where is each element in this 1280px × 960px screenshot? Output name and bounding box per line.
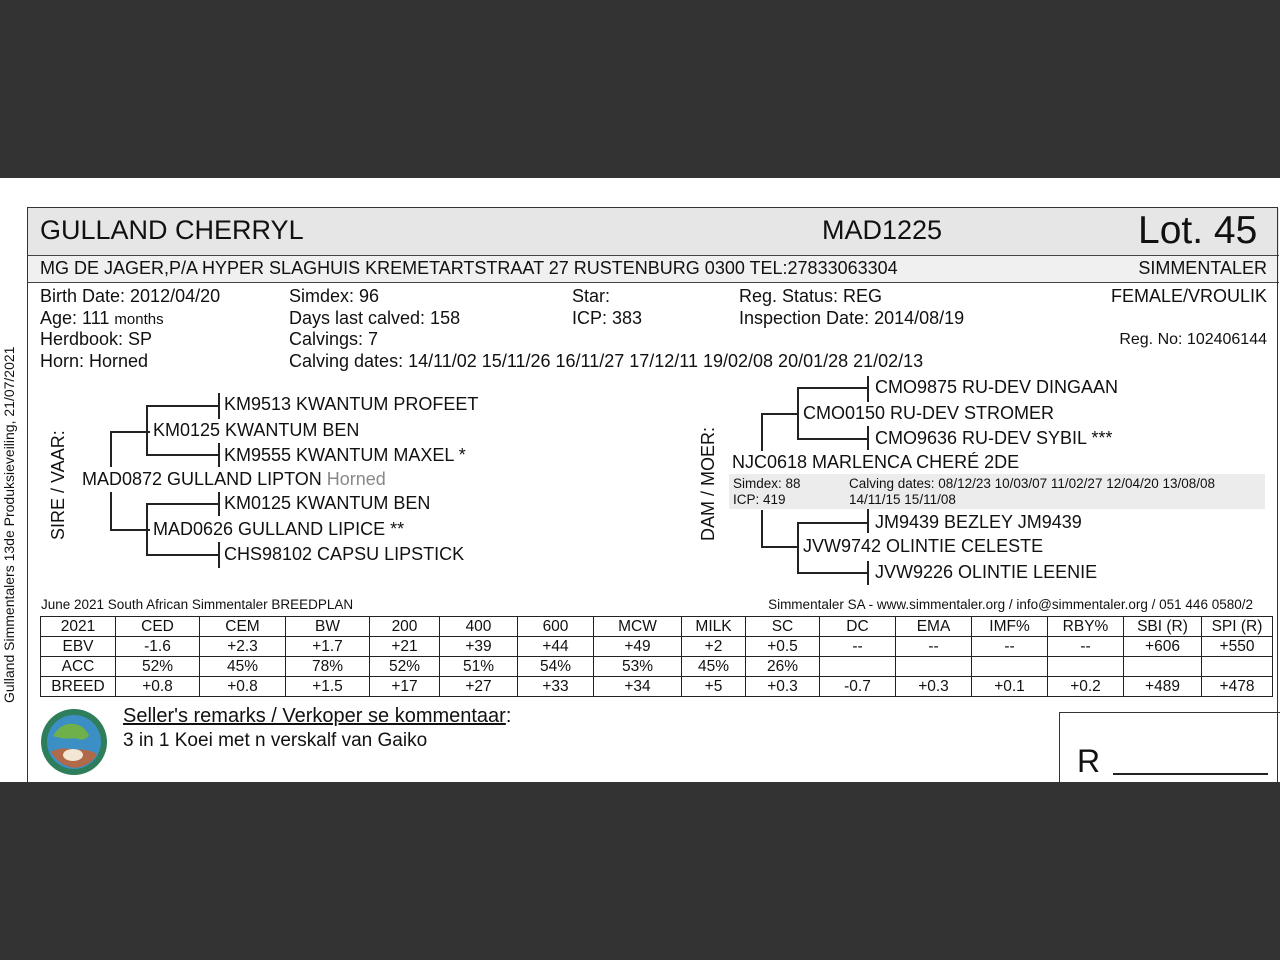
- tree-line: [110, 431, 150, 433]
- calving-dates: Calving dates: 14/11/02 15/11/26 16/11/27 17/12/11 19/02/08 20/01/28 21/02/13: [289, 351, 924, 371]
- sire-sire-sire: KM9513 KWANTUM PROFEET: [224, 394, 479, 414]
- dam-sire-sire: CMO9875 RU-DEV DINGAAN: [875, 377, 1119, 397]
- ebv-cell: 51%: [440, 657, 518, 677]
- dam-icp: ICP: 419: [733, 492, 786, 507]
- ebv-cell: 53%: [594, 657, 682, 677]
- ebv-cell: +478: [1202, 677, 1273, 697]
- reg-status: Reg. Status: REG: [739, 286, 883, 306]
- tree-line: [146, 503, 148, 555]
- price-line[interactable]: [1113, 773, 1268, 775]
- tree-line: [110, 431, 112, 467]
- ebv-cell: --: [820, 637, 896, 657]
- ebv-cell: CED: [116, 617, 200, 637]
- sire-horn: Horned: [326, 469, 386, 489]
- dam-sire: CMO0150 RU-DEV STROMER: [803, 403, 1055, 423]
- tree-line: [218, 542, 220, 568]
- breedplan-contact: Simmentaler SA - www.simmentaler.org / info@simmentaler.org / 051 446 0580/2: [768, 597, 1253, 612]
- calvings: Calvings: 7: [289, 329, 379, 349]
- tree-line: [797, 522, 799, 573]
- ebv-cell: -1.6: [116, 637, 200, 657]
- ebv-cell: +21: [370, 637, 440, 657]
- ebv-cell: +0.1: [972, 677, 1048, 697]
- tree-line: [867, 426, 869, 450]
- catalogue-card: [0, 178, 1280, 782]
- ebv-cell: 400: [440, 617, 518, 637]
- remarks-heading: [123, 705, 511, 728]
- tree-line: [761, 546, 799, 548]
- ebv-cell: -0.7: [820, 677, 896, 697]
- ebv-cell: [1202, 657, 1273, 677]
- ebv-cell: EBV: [41, 637, 116, 657]
- ebv-cell: +0.3: [896, 677, 972, 697]
- animal-code: MAD1225: [822, 215, 943, 245]
- dam-name: NJC0618 MARLENCA CHERÉ 2DE: [732, 452, 1020, 472]
- dam-calving-dates: Calving dates: 08/12/23 10/03/07 11/02/27 12/04/20 13/08/08: [849, 476, 1216, 491]
- ebv-cell: +0.8: [200, 677, 286, 697]
- tree-line: [146, 503, 218, 505]
- birth-date: Birth Date: 2012/04/20: [40, 286, 221, 306]
- ebv-cell: [896, 657, 972, 677]
- ebv-cell: +33: [518, 677, 594, 697]
- ebv-row: [41, 657, 1273, 677]
- tree-line: [761, 413, 799, 415]
- price-box: [1059, 712, 1280, 783]
- ebv-cell: +34: [594, 677, 682, 697]
- tree-line: [110, 492, 112, 530]
- ebv-cell: --: [896, 637, 972, 657]
- ebv-cell: BW: [286, 617, 370, 637]
- age: [40, 308, 164, 329]
- sire-sire: KM0125 KWANTUM BEN: [153, 420, 360, 440]
- ebv-cell: RBY%: [1048, 617, 1124, 637]
- sire-label: SIRE / VAAR:: [48, 430, 68, 540]
- herdbook: Herdbook: SP: [40, 329, 153, 349]
- dam-label: DAM / MOER:: [698, 426, 718, 541]
- ebv-cell: MCW: [594, 617, 682, 637]
- ebv-cell: 52%: [370, 657, 440, 677]
- horn-status: Horn: Horned: [40, 351, 149, 371]
- owner-address: MG DE JAGER,P/A HYPER SLAGHUIS KREMETARTSTRAAT 27 RUSTENBURG 0300 TEL:27833063304: [40, 258, 898, 278]
- ebv-cell: 2021: [41, 617, 116, 637]
- tree-line: [218, 393, 220, 419]
- ebv-cell: +39: [440, 637, 518, 657]
- tree-line: [797, 572, 867, 574]
- tree-line: [110, 529, 150, 531]
- ebv-cell: DC: [820, 617, 896, 637]
- dam-dam: JVW9742 OLINTIE CELESTE: [803, 536, 1044, 556]
- star: Star:: [572, 286, 611, 306]
- ebv-cell: +27: [440, 677, 518, 697]
- ebv-cell: +1.7: [286, 637, 370, 657]
- reg-number: Reg. No: 102406144: [1119, 331, 1267, 348]
- dam-simdex: Simdex: 88: [733, 476, 801, 491]
- remarks-text: 3 in 1 Koei met n verskalf van Gaiko: [123, 730, 428, 751]
- tree-line: [761, 413, 763, 451]
- ebv-cell: 54%: [518, 657, 594, 677]
- ebv-cell: --: [972, 637, 1048, 657]
- ebv-cell: 78%: [286, 657, 370, 677]
- tree-line: [146, 405, 218, 407]
- sire-name-text: MAD0872 GULLAND LIPTON: [82, 469, 322, 489]
- ebv-cell: BREED: [41, 677, 116, 697]
- ebv-cell: [972, 657, 1048, 677]
- ebv-cell: +1.5: [286, 677, 370, 697]
- inspection-date: Inspection Date: 2014/08/19: [739, 308, 965, 328]
- ebv-cell: +49: [594, 637, 682, 657]
- ebv-cell: IMF%: [972, 617, 1048, 637]
- ebv-row: [41, 677, 1273, 697]
- ebv-cell: 52%: [116, 657, 200, 677]
- ebv-cell: 45%: [200, 657, 286, 677]
- age-value: Age: 111: [40, 308, 110, 328]
- icp: ICP: 383: [572, 308, 643, 328]
- ebv-cell: [1048, 657, 1124, 677]
- tree-line: [761, 510, 763, 547]
- sex: FEMALE/VROULIK: [1110, 286, 1267, 306]
- sire-sire-dam: KM9555 KWANTUM MAXEL *: [224, 445, 466, 465]
- ebv-table: [40, 616, 1273, 697]
- remarks-heading-text: Seller's remarks / Verkoper se kommentaar: [123, 705, 506, 727]
- tree-line: [867, 561, 869, 585]
- tree-line: [218, 492, 220, 516]
- tree-line: [797, 387, 867, 389]
- ebv-cell: +5: [682, 677, 746, 697]
- tree-line: [146, 454, 218, 456]
- lot-number: Lot. 45: [1138, 209, 1258, 252]
- breedplan-caption: June 2021 South African Simmentaler BREEDPLAN: [41, 597, 354, 612]
- ebv-cell: +550: [1202, 637, 1273, 657]
- ebv-cell: CEM: [200, 617, 286, 637]
- ebv-cell: SC: [746, 617, 820, 637]
- breed-name: SIMMENTALER: [1138, 258, 1267, 278]
- ebv-cell: +17: [370, 677, 440, 697]
- animal-name: GULLAND CHERRYL: [40, 215, 304, 245]
- tree-line: [797, 522, 867, 524]
- sire-dam: MAD0626 GULLAND LIPICE **: [153, 519, 405, 539]
- ebv-header-row: [41, 617, 1273, 637]
- ebv-cell: 45%: [682, 657, 746, 677]
- tree-line: [218, 443, 220, 467]
- sire-dam-dam: CHS98102 CAPSU LIPSTICK: [224, 544, 465, 564]
- ebv-cell: SBI (R): [1124, 617, 1202, 637]
- ebv-cell: +2: [682, 637, 746, 657]
- ebv-cell: +2.3: [200, 637, 286, 657]
- ebv-cell: +44: [518, 637, 594, 657]
- dam-dam-sire: JM9439 BEZLEY JM9439: [875, 512, 1082, 532]
- ebv-cell: 600: [518, 617, 594, 637]
- ebv-cell: +0.2: [1048, 677, 1124, 697]
- ebv-cell: 200: [370, 617, 440, 637]
- dam-calving-dates-cont: 14/11/15 15/11/08: [849, 492, 956, 507]
- days-last-calved: Days last calved: 158: [289, 308, 461, 328]
- remarks-colon: :: [505, 705, 512, 727]
- ebv-cell: +489: [1124, 677, 1202, 697]
- simmentaler-logo: [39, 708, 109, 776]
- tree-line: [146, 405, 148, 455]
- ebv-cell: +606: [1124, 637, 1202, 657]
- ebv-cell: +0.3: [746, 677, 820, 697]
- ebv-cell: --: [1048, 637, 1124, 657]
- tree-line: [867, 509, 869, 533]
- tree-line: [867, 376, 869, 402]
- ebv-cell: 26%: [746, 657, 820, 677]
- ebv-cell: +0.8: [116, 677, 200, 697]
- tree-line: [797, 438, 867, 440]
- ebv-cell: [820, 657, 896, 677]
- tree-line: [146, 554, 218, 556]
- ebv-cell: SPI (R): [1202, 617, 1273, 637]
- globe-icon: [39, 708, 109, 776]
- simdex: Simdex: 96: [289, 286, 380, 306]
- ebv-cell: MILK: [682, 617, 746, 637]
- price-currency: R: [1077, 743, 1101, 779]
- sire-name: [82, 469, 386, 490]
- age-unit: months: [114, 311, 164, 328]
- ebv-cell: ACC: [41, 657, 116, 677]
- dam-dam-dam: JVW9226 OLINTIE LEENIE: [875, 562, 1098, 582]
- sire-dam-sire: KM0125 KWANTUM BEN: [224, 493, 431, 513]
- ebv-row: [41, 637, 1273, 657]
- side-caption: Gulland Simmentalers 13de Produksieveiling, 21/07/2021: [1, 346, 17, 703]
- ebv-cell: +0.5: [746, 637, 820, 657]
- ebv-cell: [1124, 657, 1202, 677]
- ebv-cell: EMA: [896, 617, 972, 637]
- dam-sire-dam: CMO9636 RU-DEV SYBIL ***: [875, 428, 1113, 448]
